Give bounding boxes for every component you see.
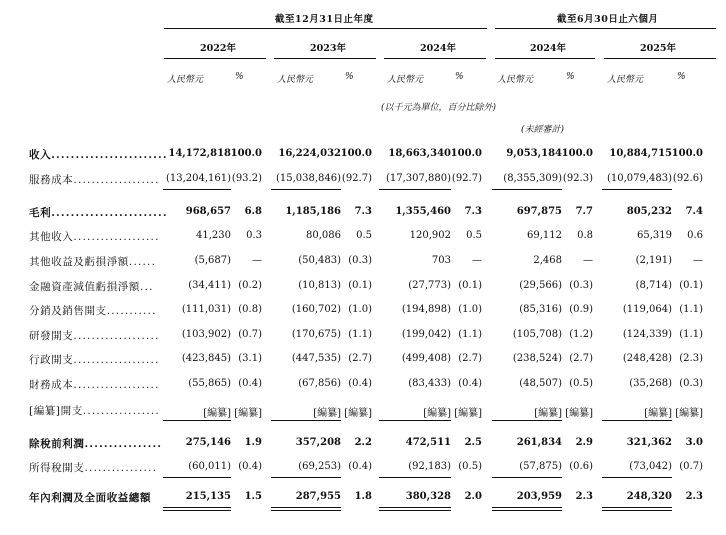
percent-cell: (1.0) (348, 304, 372, 315)
leader-dots: ................ (84, 462, 158, 474)
row-label-text: 研發開支 (29, 330, 74, 342)
percent-cell: 100.0 (230, 148, 262, 159)
amount-cell: (34,411) (188, 280, 231, 291)
percent-cell: (0.1) (458, 280, 482, 291)
row-label (29, 328, 160, 343)
leader-dots: ................... (73, 174, 160, 186)
subtotal-underline (271, 420, 341, 421)
amount-cell: (8,714) (635, 280, 672, 291)
row-label-text: 所得稅開支 (29, 462, 85, 474)
amount-cell: (199,042) (401, 329, 451, 340)
row-label-text: 服務成本 (29, 174, 74, 186)
leader-dots: ................ (84, 438, 163, 450)
amount-cell: 805,232 (626, 206, 672, 217)
subtotal-underline (492, 477, 562, 478)
amount-cell: (29,566) (519, 280, 562, 291)
percent-cell: 0.5 (466, 230, 482, 241)
percent-cell: (92.7) (341, 173, 372, 184)
percent-cell: 100.0 (340, 148, 372, 159)
amount-cell: (92,183) (408, 461, 451, 472)
amount-cell: (238,524) (512, 353, 562, 364)
subtotal-underline (163, 477, 231, 478)
percent-cell: (0.4) (458, 378, 482, 389)
row-label (29, 352, 160, 367)
pct-header: % (566, 72, 575, 82)
amount-cell: (48,507) (519, 378, 562, 389)
leader-dots: ........................ (51, 207, 168, 219)
amount-cell: (5,687) (194, 255, 231, 266)
currency-header: 人民幣元 (497, 75, 534, 85)
amount-cell: 380,328 (405, 491, 451, 502)
currency-header: 人民幣元 (277, 75, 314, 85)
percent-cell: [編纂] (234, 408, 262, 419)
percent-cell: 0.3 (246, 230, 262, 241)
amount-cell: 703 (431, 255, 451, 266)
amount-cell: 65,319 (637, 230, 672, 241)
percent-cell: [編纂] (565, 408, 593, 419)
row-label-text: 年內利潤及全面收益總額 (29, 492, 152, 504)
amount-cell: 1,185,186 (285, 206, 341, 217)
amount-cell: (27,773) (408, 280, 451, 291)
pct-header: % (677, 72, 686, 82)
percent-cell: (0.5) (569, 378, 593, 389)
percent-cell: (0.7) (679, 461, 703, 472)
amount-cell: (170,675) (291, 329, 341, 340)
total-double-underline (492, 507, 562, 511)
row-label (29, 460, 157, 475)
amount-cell: 14,172,818 (168, 148, 231, 159)
subtotal-underline (492, 420, 562, 421)
leader-dots: ...... (128, 256, 157, 268)
percent-cell: 1.5 (244, 491, 262, 502)
row-label-text: 毛利 (29, 207, 52, 219)
percent-cell: (0.3) (679, 378, 703, 389)
amount-cell: (13,204,161) (165, 173, 231, 184)
year-header: 2023年 (310, 43, 346, 54)
percent-cell: (3.1) (238, 353, 262, 364)
percent-cell: 0.8 (577, 230, 593, 241)
amount-cell: 697,875 (516, 206, 562, 217)
subtotal-underline (492, 189, 562, 190)
pct-header: % (345, 72, 354, 82)
percent-cell: [編纂] (344, 408, 372, 419)
row-label-text: [編纂]開支 (29, 405, 83, 417)
amount-cell: 203,959 (516, 491, 562, 502)
amount-cell: (57,875) (519, 461, 562, 472)
subtotal-underline (602, 477, 672, 478)
subtotal-underline (163, 189, 231, 190)
year-header: 2024年 (530, 43, 566, 54)
amount-cell: 10,884,715 (609, 148, 672, 159)
amount-cell: (499,408) (401, 353, 451, 364)
row-label (29, 303, 157, 318)
currency-header: 人民幣元 (607, 75, 644, 85)
amount-cell: 69,112 (527, 230, 562, 241)
percent-cell: 1.8 (354, 491, 372, 502)
percent-cell: (2.7) (569, 353, 593, 364)
header-rule-interim (495, 28, 716, 29)
header-rule-annual (164, 28, 487, 29)
amount-cell: (8,355,309) (503, 173, 562, 184)
percent-cell: (0.8) (238, 304, 262, 315)
amount-cell: 968,657 (185, 206, 231, 217)
unit-note: (以千元為單位，百分比除外) (381, 103, 497, 113)
leader-dots: ................. (82, 405, 160, 417)
amount-cell: 357,208 (295, 437, 341, 448)
row-label-text: 除稅前利潤 (29, 438, 85, 450)
amount-cell: 287,955 (295, 491, 341, 502)
percent-cell: (92.3) (562, 173, 593, 184)
percent-cell: (1.1) (348, 329, 372, 340)
amount-cell: (60,011) (188, 461, 231, 472)
percent-cell: (0.6) (569, 461, 593, 472)
subtotal-underline (271, 477, 341, 478)
percent-cell: (0.4) (238, 461, 262, 472)
amount-cell: [編纂] (203, 408, 231, 419)
amount-cell: (119,064) (622, 304, 672, 315)
subtotal-underline (379, 420, 451, 421)
amount-cell: 215,135 (185, 491, 231, 502)
row-label (29, 377, 160, 392)
percent-cell: 100.0 (671, 148, 703, 159)
amount-cell: (55,865) (188, 378, 231, 389)
percent-cell: (1.1) (458, 329, 482, 340)
percent-cell: (0.4) (238, 378, 262, 389)
row-label (29, 279, 154, 294)
row-label-text: 金融資產減值虧損淨額 (29, 281, 140, 293)
percent-cell: (92.7) (451, 173, 482, 184)
percent-cell: (0.4) (348, 378, 372, 389)
percent-cell: 0.6 (687, 230, 703, 241)
leader-dots: ................... (73, 330, 160, 342)
pct-header: % (235, 72, 244, 82)
amount-cell: (160,702) (291, 304, 341, 315)
amount-cell: 9,053,184 (506, 148, 562, 159)
percent-cell: 100.0 (450, 148, 482, 159)
header-group-annual: 截至12月31日止年度 (275, 14, 374, 25)
percent-cell: 6.8 (244, 206, 262, 217)
percent-cell: 2.5 (464, 437, 482, 448)
percent-cell: (0.4) (348, 461, 372, 472)
row-label (29, 490, 151, 505)
subtotal-underline (271, 189, 341, 190)
amount-cell: 248,320 (626, 491, 672, 502)
percent-cell: 7.7 (575, 206, 593, 217)
amount-cell: 321,362 (626, 437, 672, 448)
amount-cell: (35,268) (629, 378, 672, 389)
amount-cell: [編纂] (313, 408, 341, 419)
amount-cell: (105,708) (512, 329, 562, 340)
percent-cell: — (252, 255, 262, 266)
amount-cell: (69,253) (298, 461, 341, 472)
percent-cell: (2.7) (458, 353, 482, 364)
percent-cell: (0.7) (238, 329, 262, 340)
percent-cell: (0.3) (569, 280, 593, 291)
year-header: 2025年 (640, 43, 676, 54)
percent-cell: (1.0) (458, 304, 482, 315)
amount-cell: (10,813) (298, 280, 341, 291)
percent-cell: (2.3) (679, 353, 703, 364)
percent-cell: (0.5) (458, 461, 482, 472)
amount-cell: (103,902) (181, 329, 231, 340)
leader-dots: ................... (73, 231, 160, 243)
percent-cell: (0.2) (238, 280, 262, 291)
amount-cell: (447,535) (291, 353, 341, 364)
subtotal-underline (602, 189, 672, 190)
percent-cell: 0.5 (356, 230, 372, 241)
amount-cell: (248,428) (622, 353, 672, 364)
unaudited-note: (未經審計) (521, 125, 565, 135)
percent-cell: (0.1) (679, 280, 703, 291)
amount-cell: (10,079,483) (606, 173, 672, 184)
subtotal-underline (379, 477, 451, 478)
percent-cell: 7.4 (685, 206, 703, 217)
row-label (29, 229, 160, 244)
total-double-underline (602, 507, 672, 511)
row-label-text: 其他收益及虧損淨額 (29, 256, 129, 268)
subtotal-underline (602, 420, 672, 421)
amount-cell: (67,856) (298, 378, 341, 389)
amount-cell: 261,834 (516, 437, 562, 448)
subtotal-underline (379, 189, 451, 190)
amount-cell: (423,845) (181, 353, 231, 364)
percent-cell: 100.0 (561, 148, 593, 159)
amount-cell: 16,224,032 (278, 148, 341, 159)
leader-dots: ........................ (51, 149, 168, 161)
amount-cell: 2,468 (533, 255, 562, 266)
leader-dots: ........... (106, 305, 157, 317)
percent-cell: (0.1) (348, 280, 372, 291)
amount-cell: 472,511 (405, 437, 451, 448)
amount-cell: 275,146 (185, 437, 231, 448)
amount-cell: (50,483) (298, 255, 341, 266)
percent-cell: [編纂] (675, 408, 703, 419)
percent-cell: 2.0 (464, 491, 482, 502)
leader-dots: ... (140, 281, 154, 293)
amount-cell: 80,086 (306, 230, 341, 241)
total-double-underline (163, 507, 231, 511)
amount-cell: (124,339) (622, 329, 672, 340)
row-label-text: 行政開支 (29, 354, 74, 366)
header-group-interim: 截至6月30日止六個月 (557, 14, 659, 25)
percent-cell: 2.2 (354, 437, 372, 448)
total-double-underline (379, 507, 451, 511)
pct-header: % (455, 72, 464, 82)
percent-cell: (1.2) (569, 329, 593, 340)
row-label-text: 其他收入 (29, 231, 74, 243)
percent-cell: — (472, 255, 482, 266)
percent-cell: (1.1) (679, 329, 703, 340)
total-double-underline (271, 507, 341, 511)
row-label-text: 分銷及銷售開支 (29, 305, 107, 317)
amount-cell: (73,042) (629, 461, 672, 472)
amount-cell: [編纂] (423, 408, 451, 419)
amount-cell: 18,663,340 (388, 148, 451, 159)
row-label-text: 財務成本 (29, 379, 74, 391)
percent-cell: (0.3) (348, 255, 372, 266)
amount-cell: (15,038,846) (275, 173, 341, 184)
year-header: 2022年 (200, 43, 236, 54)
percent-cell: 2.3 (575, 491, 593, 502)
percent-cell: [編纂] (454, 408, 482, 419)
percent-cell: (93.2) (231, 173, 262, 184)
amount-cell: [編纂] (534, 408, 562, 419)
amount-cell: (85,316) (519, 304, 562, 315)
percent-cell: 2.9 (575, 437, 593, 448)
row-label (29, 205, 168, 220)
row-label (29, 436, 162, 451)
percent-cell: — (583, 255, 593, 266)
percent-cell: 3.0 (685, 437, 703, 448)
amount-cell: (17,307,880) (385, 173, 451, 184)
percent-cell: — (693, 255, 703, 266)
percent-cell: (1.1) (679, 304, 703, 315)
amount-cell: [編纂] (644, 408, 672, 419)
leader-dots: ................... (73, 379, 160, 391)
amount-cell: (83,433) (408, 378, 451, 389)
currency-header: 人民幣元 (387, 75, 424, 85)
currency-header: 人民幣元 (167, 75, 204, 85)
percent-cell: 7.3 (354, 206, 372, 217)
amount-cell: (2,191) (635, 255, 672, 266)
percent-cell: 7.3 (464, 206, 482, 217)
amount-cell: 41,230 (196, 230, 231, 241)
percent-cell: (92.6) (672, 173, 703, 184)
row-label (29, 172, 160, 187)
percent-cell: (0.9) (569, 304, 593, 315)
leader-dots: ................... (73, 354, 160, 366)
amount-cell: 120,902 (409, 230, 451, 241)
amount-cell: (194,898) (401, 304, 451, 315)
amount-cell: (111,031) (181, 304, 231, 315)
subtotal-underline (163, 420, 231, 421)
row-label-text: 收入 (29, 149, 52, 161)
row-label (29, 403, 160, 418)
amount-cell: 1,355,460 (395, 206, 451, 217)
row-label (29, 147, 168, 162)
percent-cell: 1.9 (244, 437, 262, 448)
row-label (29, 254, 156, 269)
percent-cell: 2.3 (685, 491, 703, 502)
year-header: 2024年 (420, 43, 456, 54)
percent-cell: (2.7) (348, 353, 372, 364)
